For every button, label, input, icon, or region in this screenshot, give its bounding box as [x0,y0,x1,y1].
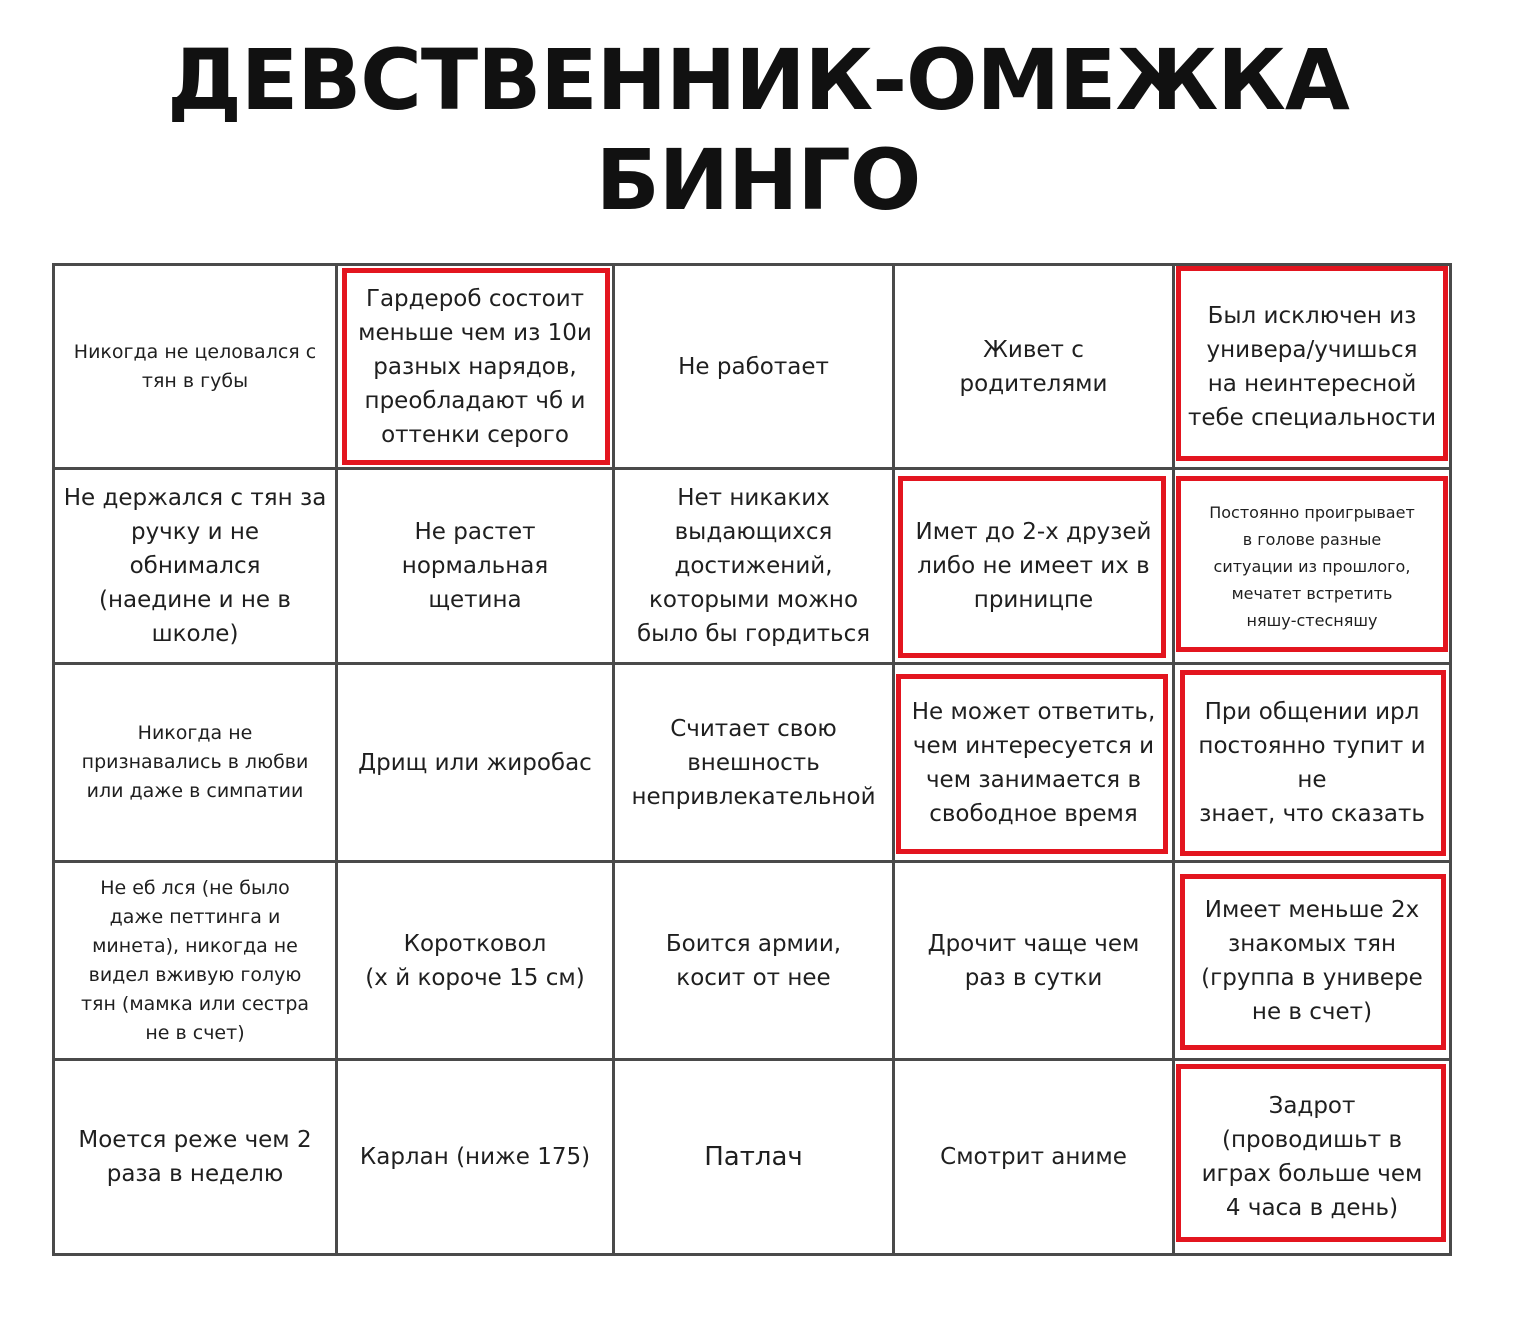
marked-highlight [1180,874,1446,1050]
bingo-cell-r1-c5: Был исключен из универа/учишься на неинтересной тебе специальности [1187,302,1437,431]
bingo-cell-r3-c4: Не может ответить, чем интересуется и чем занимается в свободное время [911,698,1156,827]
bingo-cell-r5-c1: Моется реже чем 2 раза в неделю [78,1127,312,1187]
bingo-cell-r4-c5: Имеет меньше 2х знакомых тян (группа в универе не в счет) [1201,896,1423,1025]
bingo-cell-r2-c1: Не держался с тян за ручку и не обнимался (наедине и не в школе) [63,485,327,647]
bingo-cell-r4-c3: Боится армии, косит от нее [665,930,842,991]
bingo-cell-r2-c3: Нет никаких выдающихся достижений, которыми можно было бы гордиться [636,485,871,647]
bingo-cell-r1-c3: Не работает [678,353,829,380]
marked-highlight [1176,1064,1446,1242]
bingo-cell-r5-c4: Смотрит аниме [940,1144,1127,1170]
bingo-cell-r1-c2: Гардероб состоит меньше чем из 10и разных нарядов, преобладают чб и оттенки серого [358,285,592,448]
marked-highlight [896,674,1168,854]
bingo-cell-r2-c5: Постоянно проигрывает в голове разные ситуации из прошлого, мечатет встретить няшу-стесняшу [1209,502,1415,630]
bingo-cell-r2-c2: Не растет нормальная щетина [401,519,549,613]
bingo-cell-r1-c4: Живет с родителями [959,336,1108,397]
bingo-cell-r3-c5: При общении ирл постоянно тупит и не знает, что сказать [1198,698,1426,827]
marked-highlight [342,268,610,465]
marked-highlight [1176,266,1448,461]
bingo-cell-r1-c1: Никогда не целовался с тян в губы [73,340,317,392]
bingo-cell-r5-c2: Карлан (ниже 175) [359,1144,591,1170]
bingo-cell-r3-c1: Никогда не признавались в любви или даже в симпатии [81,722,309,802]
page-title: ДЕВСТВЕННИК-ОМЕЖКА БИНГО [167,31,1349,229]
bingo-cell-r4-c2: Коротковол (х й короче 15 см) [365,930,585,991]
marked-highlight [1180,670,1446,856]
marked-highlight [898,476,1166,658]
marked-highlight [1176,476,1448,652]
bingo-cell-r4-c1: Не еб лся (не было даже петтинга и минета), никогда не видел вживую голую тян (мамка или сестра не в счет) [80,876,310,1044]
bingo-cell-r3-c2: Дрищ или жиробас [358,749,592,776]
bingo-cell-r5-c3: Патлач [704,1142,803,1172]
bingo-cell-r5-c5: Задрот (проводишьт в играх больше чем 4 часа в день) [1201,1093,1423,1221]
bingo-cell-r3-c3: Считает свою внешность непривлекательной [631,715,876,810]
bingo-cell-r4-c4: Дрочит чаще чем раз в сутки [927,930,1140,991]
bingo-cell-r2-c4: Имет до 2-х друзей либо не имеет их в приницпе [915,519,1152,613]
